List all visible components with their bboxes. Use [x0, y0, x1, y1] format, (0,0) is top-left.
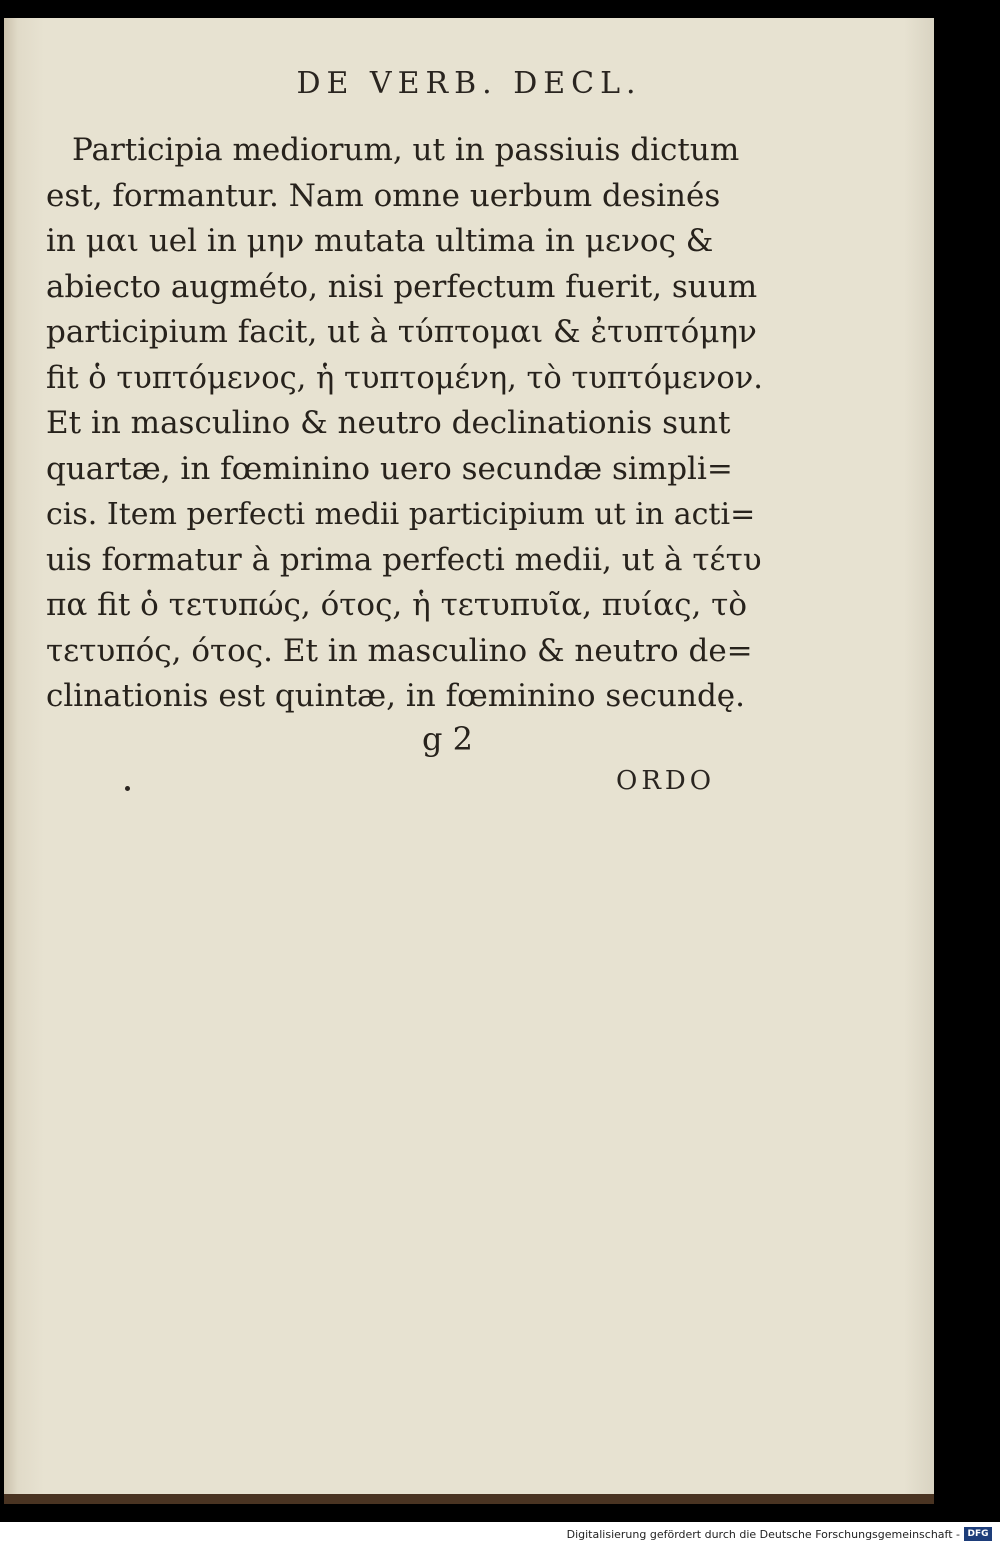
text-line: abiecto augméto, nisi perfectum fuerit, suum: [46, 268, 758, 305]
text-line: quartæ, in fœminino uero secundæ simpli=: [46, 450, 733, 487]
dfg-logo[interactable]: DFG: [964, 1527, 992, 1541]
text-line: in μαι uel in μην mutata ultima in μενος &: [46, 223, 714, 259]
funding-credit: Digitalisierung gefördert durch die Deutsche Forschungsgemeinschaft -: [566, 1528, 960, 1541]
text-line: participium facit, ut à τύπτομαι & ἐτυπτόμην: [46, 314, 757, 350]
text-line: Participia mediorum, ut in passiuis dictum: [72, 132, 740, 168]
signature-mark: g 2: [422, 720, 474, 758]
catchword: ORDO: [616, 766, 716, 796]
text-line: uis formatur à prima perfecti medii, ut à τέτυ: [46, 541, 762, 578]
text-line: τετυπός, ότος. Et in masculino & neutro de=: [46, 632, 753, 669]
text-line: clinationis est quintæ, in fœminino secundę.: [46, 678, 745, 714]
text-line: fit ὁ τυπτόμενος, ἡ τυπτομένη, τὸ τυπτόμενον.: [46, 360, 763, 396]
text-line: cis. Item perfecti medii participium ut in acti=: [46, 497, 756, 532]
running-head: DE VERB. DECL.: [296, 66, 642, 101]
book-page: [4, 18, 934, 1504]
text-line: est, formantur. Nam omne uerbum desinés: [46, 177, 721, 214]
body-text: [46, 128, 766, 720]
ink-speck: [125, 786, 130, 791]
text-line: Et in masculino & neutro declinationis sunt: [46, 405, 731, 441]
text-line: πα fit ὁ τετυπώς, ότος, ἡ τετυπυῖα, πυίας, τὸ: [46, 587, 747, 623]
funding-footer: [0, 1522, 1000, 1546]
